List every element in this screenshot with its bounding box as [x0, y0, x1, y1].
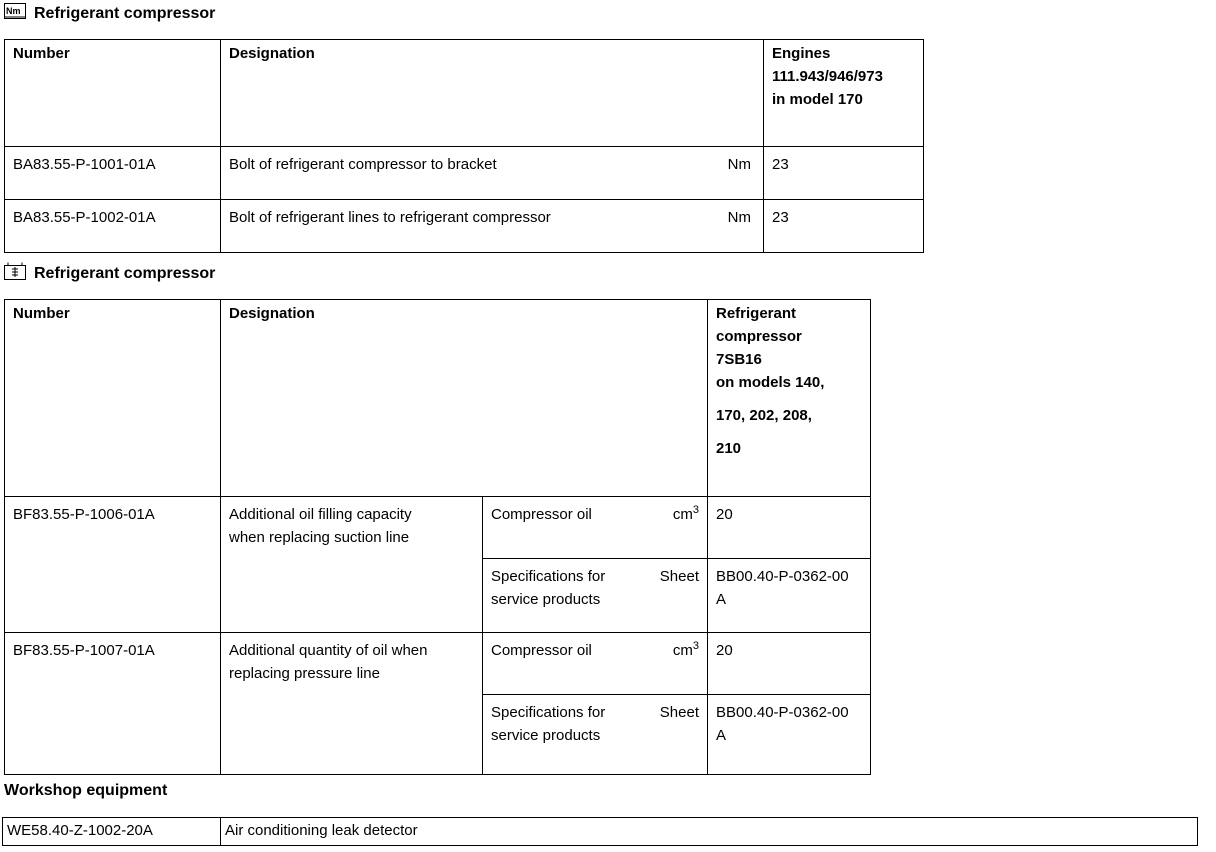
sub-unit: Sheet	[659, 704, 699, 721]
row-value: 20	[708, 497, 871, 559]
sub-label: Specifications for service products	[491, 704, 606, 744]
header-number: Number	[5, 300, 221, 497]
workshop-number: WE58.40-Z-1002-20A	[3, 818, 221, 846]
section2-title: Refrigerant compressor	[34, 265, 216, 282]
section2-heading	[4, 262, 215, 286]
table-row	[5, 200, 924, 253]
sub-label-cell	[483, 497, 708, 559]
row-value: 20	[708, 633, 871, 695]
row-number: BA83.55-P-1002-01A	[5, 200, 221, 253]
sub-label-cell	[483, 695, 708, 775]
nm-torque-icon	[4, 3, 26, 25]
row-designation: Additional oil filling capacity when replacing suction line	[221, 497, 483, 633]
row-designation: Additional quantity of oil when replacing pressure line	[221, 633, 483, 775]
capacity-table	[4, 299, 871, 775]
sub-unit: $cm^3$	[672, 640, 699, 659]
row-value: BB00.40-P-0362-00 A	[708, 695, 871, 775]
table-header-row	[5, 40, 924, 147]
row-number: BF83.55-P-1006-01A	[5, 497, 221, 633]
header-engines: Engines 111.943/946/973 in model 170	[764, 40, 924, 147]
header-number: Number	[5, 40, 221, 147]
sub-unit: $cm^3$	[672, 504, 699, 523]
table-row	[5, 633, 871, 695]
header-designation: Designation	[221, 40, 764, 147]
torque-table	[4, 39, 924, 253]
table-header-row	[5, 300, 871, 497]
workshop-title: Workshop equipment	[4, 782, 168, 799]
row-value: BB00.40-P-0362-00 A	[708, 559, 871, 633]
section1-title: Refrigerant compressor	[34, 5, 216, 22]
sub-label: Compressor oil	[491, 642, 592, 659]
sub-unit: Sheet	[659, 568, 699, 585]
row-number: BA83.55-P-1001-01A	[5, 147, 221, 200]
table-row	[5, 147, 924, 200]
fluid-capacity-icon	[4, 262, 26, 286]
row-value: 23	[764, 147, 924, 200]
row-unit: Nm	[727, 156, 751, 173]
sub-label: Specifications for service products	[491, 568, 606, 608]
header-compressor: Refrigerant compressor 7SB16 on models 140, 170, 202, 208, 210	[708, 300, 871, 497]
row-designation: Nm Bolt of refrigerant lines to refrigerant compressor	[221, 200, 764, 253]
row-number: BF83.55-P-1007-01A	[5, 633, 221, 775]
sub-label-cell	[483, 633, 708, 695]
section1-heading	[4, 3, 215, 25]
workshop-designation: Air conditioning leak detector	[221, 818, 1198, 846]
table-row	[3, 818, 1198, 846]
table-row	[5, 497, 871, 559]
header-designation: Designation	[221, 300, 708, 497]
workshop-table	[2, 817, 1198, 846]
row-value: 23	[764, 200, 924, 253]
sub-label-cell	[483, 559, 708, 633]
row-unit: Nm	[727, 209, 751, 226]
row-designation: Nm Bolt of refrigerant compressor to bracket	[221, 147, 764, 200]
sub-label: Compressor oil	[491, 506, 592, 523]
svg-text:Nm: Nm	[6, 6, 21, 16]
workshop-heading	[4, 781, 167, 801]
